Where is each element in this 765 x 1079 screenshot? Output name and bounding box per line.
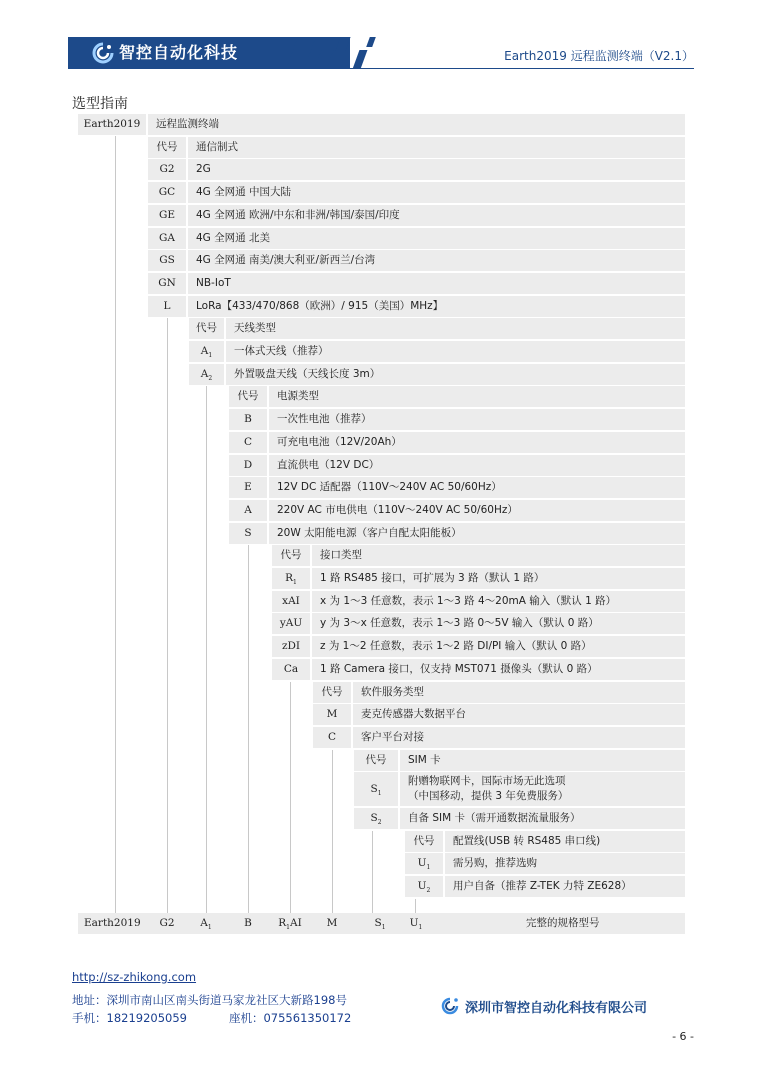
code-cell: 代号 <box>321 685 343 698</box>
code-cell: 代号 <box>237 390 259 403</box>
code-subscript: 1 <box>207 924 212 932</box>
logo-icon <box>92 42 114 64</box>
option-row-config <box>405 876 685 897</box>
desc-cell: 通信制式 <box>196 140 238 153</box>
option-row-power <box>229 455 685 476</box>
code-cell <box>313 727 351 748</box>
code-text: xAI <box>282 594 300 607</box>
tree-connector <box>415 899 416 913</box>
desc-cell: 客户平台对接 <box>361 730 424 743</box>
code-text: B <box>244 917 252 929</box>
model-row <box>78 114 685 135</box>
desc-cell: 自备 SIM 卡（需开通数据流量服务） <box>408 812 581 824</box>
option-row-comm <box>148 273 685 294</box>
group-header-comm <box>148 137 685 158</box>
desc-cell: 配置线(USB 转 RS485 串口线) <box>453 834 601 847</box>
code-text: S <box>374 917 382 929</box>
code-cell <box>272 613 310 634</box>
code-text: yAU <box>279 617 303 630</box>
example-part <box>275 913 305 934</box>
code-text: S <box>370 783 378 796</box>
code-subscript: 1 <box>208 352 213 360</box>
code-subscript: 1 <box>381 924 386 932</box>
code-subscript: 1 <box>377 790 382 798</box>
desc-cell-bg <box>188 159 685 180</box>
code-text: M <box>326 708 338 721</box>
tree-connector <box>206 386 207 913</box>
desc-cell: 4G 全网通 南美/澳大利亚/新西兰/台湾 <box>196 254 376 267</box>
option-row-sim <box>354 772 685 806</box>
code-subscript: 1 <box>418 924 423 932</box>
desc-cell: 1 路 RS485 接口，可扩展为 3 路（默认 1 路） <box>320 572 545 584</box>
code-text: zDI <box>281 640 301 653</box>
page-number: - 6 - <box>672 1030 694 1043</box>
code-cell <box>354 772 398 806</box>
desc-cell: 一次性电池（推荐） <box>277 413 372 426</box>
code-cell: 代号 <box>365 753 387 766</box>
code-text: S <box>370 812 378 824</box>
code-cell <box>189 341 224 362</box>
code-subscript: 2 <box>426 887 431 895</box>
desc-cell: LoRa【433/470/868（欧洲）/ 915（美国）MHz】 <box>196 299 444 312</box>
code-text: S <box>244 526 252 539</box>
code-text: R <box>278 917 287 929</box>
company-name: 深圳市智控自动化科技有限公司 <box>465 1001 648 1016</box>
code-cell <box>272 659 310 680</box>
desc-cell-bg <box>312 545 685 566</box>
desc-cell: 1 路 Camera 接口，仅支持 MST071 摄像头（默认 0 路） <box>320 662 598 675</box>
option-row-software <box>313 704 685 725</box>
desc-cell: NB-IoT <box>196 276 231 289</box>
option-row-power <box>229 409 685 430</box>
code-cell <box>229 500 267 521</box>
code-subscript: 1 <box>293 579 297 587</box>
code-cell <box>229 432 267 453</box>
code-text: A <box>244 503 252 516</box>
desc-cell-bg <box>148 114 685 135</box>
desc-line: （中国移动，提供 3 年免费服务） <box>408 790 569 803</box>
tree-connector <box>372 831 373 913</box>
desc-cell: 外置吸盘天线（天线长度 3m） <box>234 367 381 380</box>
option-row-interface <box>272 568 685 589</box>
desc-cell: 天线类型 <box>234 322 276 335</box>
code-suffix: AI <box>290 917 302 929</box>
desc-cell: 用户自备（推荐 Z-TEK 力特 ZE628） <box>453 880 632 893</box>
option-row-interface <box>272 613 685 634</box>
code-text: G2 <box>159 917 175 929</box>
example-part <box>233 913 263 934</box>
example-part <box>401 913 431 934</box>
code-cell <box>272 636 310 657</box>
group-header-antenna <box>189 318 685 339</box>
code-cell: 代号 <box>413 834 435 847</box>
code-cell <box>148 182 186 203</box>
code-subscript: 2 <box>208 374 213 382</box>
desc-cell: 接口类型 <box>320 549 362 562</box>
tree-connector <box>167 318 168 913</box>
desc-cell: 12V DC 适配器（110V～240V AC 50/60Hz） <box>277 481 502 494</box>
code-cell <box>229 409 267 430</box>
option-row-interface <box>272 591 685 612</box>
code-cell <box>354 808 398 829</box>
mobile-number: 手机：18219205059 <box>72 1011 187 1025</box>
tree-connector <box>290 682 291 914</box>
code-cell <box>148 250 186 271</box>
code-subscript: 2 <box>377 819 382 827</box>
code-cell <box>148 296 186 317</box>
desc-cell: 4G 全网通 欧洲/中东和非洲/韩国/泰国/印度 <box>196 208 400 221</box>
landline-number: 座机：075561350172 <box>228 1011 352 1025</box>
code-cell <box>229 523 267 544</box>
desc-cell: 麦克传感器大数据平台 <box>361 708 466 721</box>
code-text: M <box>326 917 338 929</box>
code-subscript: 1 <box>286 924 290 932</box>
desc-cell: 220V AC 市电供电（110V～240V AC 50/60Hz） <box>277 503 518 516</box>
code-cell <box>148 228 186 249</box>
code-text: GS <box>159 254 175 267</box>
desc-cell: SIM 卡 <box>408 753 441 766</box>
code-text: U <box>417 880 427 893</box>
example-part <box>317 913 347 934</box>
code-text: D <box>243 458 253 471</box>
desc-cell: y 为 3～x 任意数，表示 1～3 路 0～5V 输入（默认 0 路） <box>320 617 599 630</box>
tree-connector <box>248 545 249 913</box>
desc-cell: 4G 全网通 中国大陆 <box>196 186 291 199</box>
option-row-config <box>405 853 685 874</box>
desc-cell: 远程监测终端 <box>156 118 219 130</box>
desc-cell-bg <box>226 318 685 339</box>
example-part <box>152 913 182 934</box>
option-row-power <box>229 477 685 498</box>
brand-name: 智控自动化科技 <box>119 43 239 62</box>
code-text: U <box>409 917 419 929</box>
desc-cell <box>408 772 568 808</box>
code-text: A <box>200 367 209 380</box>
desc-cell: x 为 1～3 任意数，表示 1～3 路 4～20mA 输入（默认 1 路） <box>320 594 617 607</box>
tree-connector <box>332 750 333 913</box>
option-row-comm <box>148 182 685 203</box>
desc-cell: 电源类型 <box>277 390 319 403</box>
code-text: G2 <box>159 163 175 176</box>
code-cell <box>189 364 224 385</box>
company-logo-icon <box>441 997 461 1015</box>
header-stripe <box>366 37 376 47</box>
code-cell <box>272 591 310 612</box>
code-cell <box>313 704 351 725</box>
desc-cell: 软件服务类型 <box>361 685 424 698</box>
group-header-power <box>229 386 685 407</box>
option-row-software <box>313 727 685 748</box>
section-title: 选型指南 <box>72 96 128 112</box>
desc-cell: 直流供电（12V DC） <box>277 458 380 471</box>
option-row-sim <box>354 808 685 829</box>
code-cell <box>229 477 267 498</box>
contact-phones <box>72 1010 351 1026</box>
desc-cell-bg <box>188 273 685 294</box>
code-subscript: 1 <box>426 864 431 872</box>
example-part <box>365 913 395 934</box>
code-text: U <box>417 857 427 870</box>
desc-cell: 20W 太阳能电源（客户自配太阳能板） <box>277 526 462 539</box>
option-row-interface <box>272 659 685 680</box>
desc-cell: 2G <box>196 163 211 176</box>
code-cell: 代号 <box>280 549 302 562</box>
example-label: 完整的规格型号 <box>526 917 600 929</box>
code-text: GE <box>158 208 176 221</box>
option-row-comm <box>148 228 685 249</box>
option-row-comm <box>148 296 685 317</box>
example-part <box>191 913 221 934</box>
desc-cell-bg <box>269 386 685 407</box>
option-row-antenna <box>189 341 685 362</box>
example-model: Earth2019 <box>84 917 141 929</box>
code-text: A <box>200 917 208 929</box>
option-row-antenna <box>189 364 685 385</box>
desc-cell: 一体式天线（推荐） <box>234 345 329 357</box>
desc-cell-bg <box>400 750 685 771</box>
code-text: C <box>243 435 253 448</box>
header-stripe <box>353 50 368 69</box>
code-cell <box>229 455 267 476</box>
code-cell <box>148 273 186 294</box>
code-text: GN <box>158 276 176 289</box>
code-text: Ca <box>283 662 299 675</box>
desc-cell-bg <box>188 137 685 158</box>
code-text: L <box>163 299 171 312</box>
desc-cell: z 为 1～2 任意数，表示 1～2 路 DI/PI 输入（默认 0 路） <box>320 640 592 653</box>
code-text: GA <box>159 231 175 244</box>
code-cell <box>405 853 443 874</box>
option-row-power <box>229 432 685 453</box>
code-cell: Earth2019 <box>83 118 141 130</box>
desc-line: 附赠物联网卡，国际市场无此选项 <box>408 775 566 788</box>
header-rule <box>68 68 694 69</box>
document-title: Earth2019 远程监测终端（V2.1） <box>504 49 694 63</box>
group-header-config <box>405 831 685 852</box>
group-header-interface <box>272 545 685 566</box>
code-cell <box>272 568 310 589</box>
code-text: GC <box>158 186 176 199</box>
option-row-comm <box>148 250 685 271</box>
option-row-comm <box>148 159 685 180</box>
group-header-software <box>313 682 685 703</box>
code-cell <box>148 205 186 226</box>
website-link[interactable]: http://sz-zhikong.com <box>72 970 197 984</box>
tree-connector <box>115 136 116 913</box>
code-cell: 代号 <box>156 140 178 153</box>
desc-cell: 可充电电池（12V/20Ah） <box>277 435 402 448</box>
code-cell: 代号 <box>196 322 217 335</box>
desc-cell: 4G 全网通 北美 <box>196 231 270 244</box>
option-row-comm <box>148 205 685 226</box>
code-text: R <box>285 572 294 584</box>
code-text: C <box>327 730 337 743</box>
code-cell <box>405 876 443 897</box>
group-header-sim <box>354 750 685 771</box>
code-cell <box>148 159 186 180</box>
code-text: E <box>244 481 252 494</box>
example-row <box>78 913 685 934</box>
address: 地址：深圳市南山区南头街道马家龙社区大新路198号 <box>72 993 347 1007</box>
code-text: A <box>200 345 209 357</box>
code-text: B <box>244 413 252 426</box>
option-row-power <box>229 500 685 521</box>
option-row-interface <box>272 636 685 657</box>
option-row-power <box>229 523 685 544</box>
desc-cell: 需另购，推荐选购 <box>453 857 537 870</box>
